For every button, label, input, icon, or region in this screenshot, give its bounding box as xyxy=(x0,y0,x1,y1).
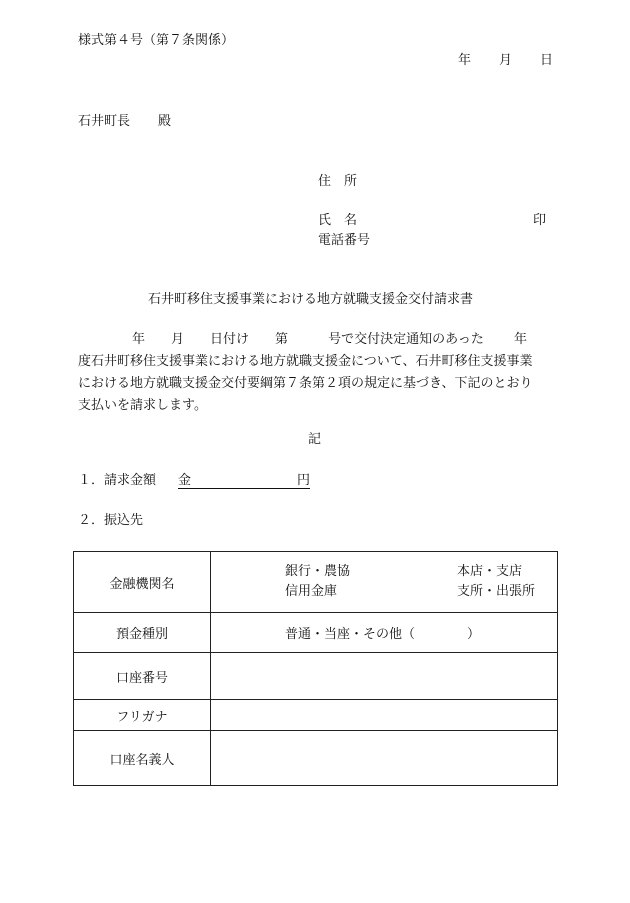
name-label: 氏 名 xyxy=(318,213,358,228)
institution-label: 金融機関名 xyxy=(74,552,211,613)
address-label: 住 所 xyxy=(318,174,358,189)
addressee: 石井町長 xyxy=(78,114,131,129)
date-year-label: 年 xyxy=(458,53,472,68)
institution-cell[interactable] xyxy=(211,552,558,613)
account-number-field[interactable] xyxy=(211,653,558,700)
amount-suffix: 円 xyxy=(297,473,311,488)
item-1-label: １．請求金額 xyxy=(78,473,157,488)
body-line-2: 度石井町移住支援事業における地方就職支援金について、石井町移住支援事業 xyxy=(78,354,533,369)
bank-table xyxy=(73,551,558,786)
body-number-suffix: 号で交付決定通知のあった xyxy=(328,332,484,347)
deposit-type-cell[interactable] xyxy=(211,613,558,653)
deposit-type-row xyxy=(74,613,558,653)
document-title: 石井町移住支援事業における地方就職支援金交付請求書 xyxy=(148,292,474,307)
amount-prefix: 金 xyxy=(178,473,192,488)
body-year: 年 xyxy=(132,332,146,347)
seal-mark: 印 xyxy=(533,213,547,228)
addressee-line xyxy=(78,115,171,128)
body-line-3: における地方就職支援金交付要綱第７条第２項の規定に基づき、下記のとおり xyxy=(78,376,533,391)
furigana-label: フリガナ xyxy=(74,700,211,731)
body-fy: 年 xyxy=(513,332,527,347)
body-paragraph xyxy=(78,329,548,417)
body-number-prefix: 第 xyxy=(275,332,289,347)
institution-row xyxy=(74,552,558,613)
institution-type-2: 信用金庫 xyxy=(285,584,338,599)
ki-marker: 記 xyxy=(308,432,322,447)
item-1 xyxy=(78,474,310,489)
amount-field[interactable] xyxy=(178,474,310,489)
account-number-label: 口座番号 xyxy=(74,653,211,700)
account-holder-row xyxy=(74,731,558,786)
body-line-4: 支払いを請求します。 xyxy=(78,398,207,413)
institution-branch-1: 本店・支店 xyxy=(456,564,522,579)
honorific: 殿 xyxy=(158,114,172,129)
deposit-type-options: 普通・当座・その他（ ） xyxy=(285,627,481,642)
account-number-row xyxy=(74,653,558,700)
date-line xyxy=(458,54,553,67)
form-number: 様式第４号（第７条関係） xyxy=(78,33,235,48)
item-2-label: ２．振込先 xyxy=(78,513,144,528)
deposit-type-label: 預金種別 xyxy=(74,613,211,653)
institution-branch-2: 支所・出張所 xyxy=(456,584,535,599)
account-holder-label: 口座名義人 xyxy=(74,731,211,786)
furigana-row xyxy=(74,700,558,731)
date-day-label: 日 xyxy=(540,53,554,68)
body-line-1 xyxy=(78,329,548,351)
body-month: 月 xyxy=(171,332,185,347)
phone-label: 電話番号 xyxy=(318,233,371,248)
account-holder-field[interactable] xyxy=(211,731,558,786)
furigana-field[interactable] xyxy=(211,700,558,731)
body-date-suffix: 日付け xyxy=(210,332,250,347)
date-month-label: 月 xyxy=(499,53,513,68)
institution-type-1: 銀行・農協 xyxy=(285,564,351,579)
